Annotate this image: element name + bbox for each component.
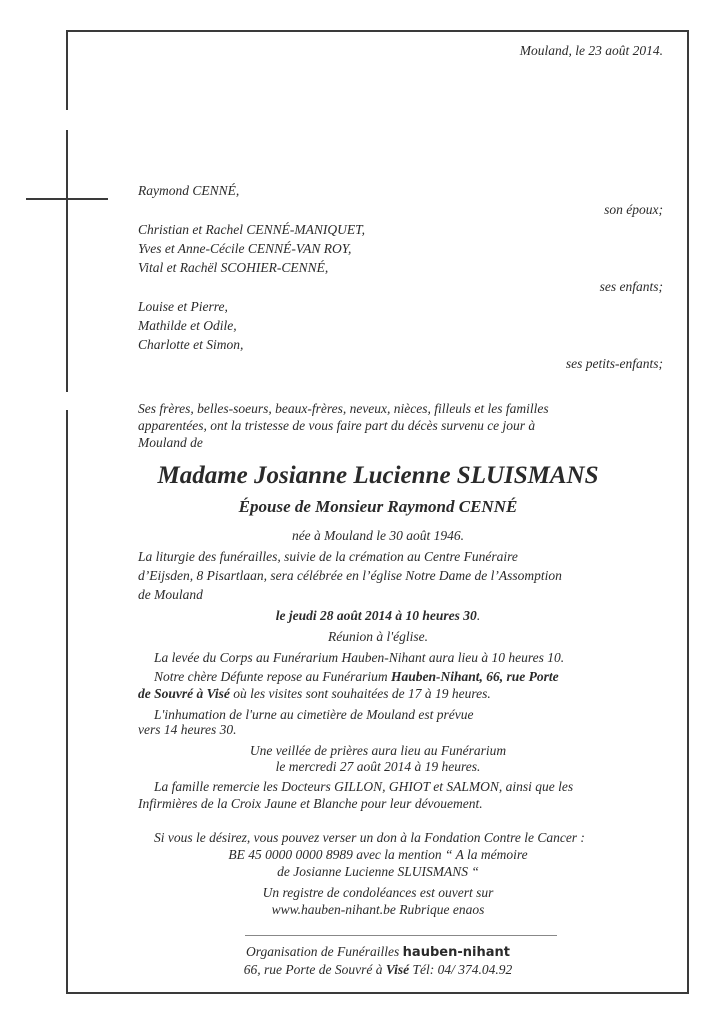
repose-text: Notre chère Défunte repose au Funérarium (154, 669, 391, 684)
frame-left-border (66, 130, 68, 392)
vigil-line: le mercredi 27 août 2014 à 19 heures. (275, 759, 481, 774)
deceased-spouse: Épouse de Monsieur Raymond CENNÉ (238, 497, 518, 516)
ceremony-date-end: . (476, 608, 481, 623)
donation-line: de Josianne Lucienne SLUISMANS “ (277, 864, 479, 879)
donation-line: Si vous le désirez, vous pouvez verser un don à la Fondation Contre le Cancer : (154, 830, 585, 845)
liturgy-line: d’Eijsden, 8 Pisartlaan, sera célébrée en l’église Notre Dame de l’Assomption (138, 568, 562, 583)
ceremony-date (68, 607, 688, 624)
child-line: Yves et Anne-Cécile CENNÉ-VAN ROY, (138, 241, 352, 256)
children-role: ses enfants; (599, 279, 663, 294)
funerarium-address: de Souvré à Visé (138, 686, 230, 701)
repose-line (154, 668, 559, 685)
birth-line: née à Mouland le 30 août 1946. (291, 528, 465, 543)
child-line: Vital et Rachël SCOHIER-CENNÉ, (138, 260, 329, 275)
siblings-line: apparentées, ont la tristesse de vous faire part du décès survenu ce jour à (138, 418, 536, 433)
cross-icon (26, 198, 108, 200)
liturgy-line: de Mouland (138, 587, 203, 602)
grandchildren-role: ses petits-enfants; (565, 356, 663, 371)
levee-line: La levée du Corps au Funérarium Hauben-Nihant aura lieu à 10 heures 10. (154, 650, 565, 665)
child-line: Christian et Rachel CENNÉ-MANIQUET, (138, 222, 365, 237)
grandchild-line: Louise et Pierre, (138, 299, 228, 314)
frame-bottom-border (66, 992, 689, 994)
thanks-line: Infirmières de la Croix Jaune et Blanche pour leur dévouement. (138, 796, 483, 811)
grandchild-line: Charlotte et Simon, (138, 337, 244, 352)
deceased-name: Madame Josianne Lucienne SLUISMANS (157, 462, 599, 489)
footer-city: Visé (385, 962, 410, 977)
footer-address-text: 66, rue Porte de Souvré à (243, 962, 386, 977)
spouse-name: Raymond CENNÉ, (138, 183, 240, 198)
meeting-line: Réunion à l'église. (328, 629, 428, 644)
visits-text: où les visites sont souhaitées de 17 à 19 heures. (229, 686, 491, 701)
frame-top-border (66, 30, 689, 32)
footer-address (68, 961, 688, 978)
footer-org (68, 943, 688, 961)
date-line: Mouland, le 23 août 2014. (519, 43, 663, 58)
vigil-line: Une veillée de prières aura lieu au Funérarium (249, 743, 507, 758)
frame-left-border (66, 30, 68, 110)
liturgy-line: La liturgie des funérailles, suivie de la crémation au Centre Funéraire (138, 549, 518, 564)
thanks-line: La famille remercie les Docteurs GILLON, GHIOT et SALMON, ainsi que les (154, 779, 574, 794)
repose-line (138, 685, 491, 702)
spouse-role: son époux; (604, 202, 663, 217)
brand-logo: hauben-nihant (402, 945, 510, 960)
funerarium-address: Hauben-Nihant, 66, rue Porte (390, 669, 559, 684)
footer-divider (245, 935, 557, 936)
ceremony-date-bold: le jeudi 28 août 2014 à 10 heures 30 (275, 608, 477, 623)
inhumation-line: L'inhumation de l'urne au cimetière de Mouland est prévue (154, 707, 474, 722)
register-line: Un registre de condoléances est ouvert sur (262, 885, 494, 900)
register-link[interactable]: www.hauben-nihant.be Rubrique enaos (271, 902, 485, 917)
siblings-line: Ses frères, belles-soeurs, beaux-frères, neveux, nièces, filleuls et les familles (138, 401, 549, 416)
footer-org-label: Organisation de Funérailles (246, 944, 403, 959)
inhumation-line: vers 14 heures 30. (138, 722, 237, 737)
siblings-line: Mouland de (138, 435, 203, 450)
donation-line: BE 45 0000 0000 8989 avec la mention “ A la mémoire (228, 847, 528, 862)
footer-phone: Tél: 04/ 374.04.92 (409, 962, 513, 977)
grandchild-line: Mathilde et Odile, (138, 318, 237, 333)
